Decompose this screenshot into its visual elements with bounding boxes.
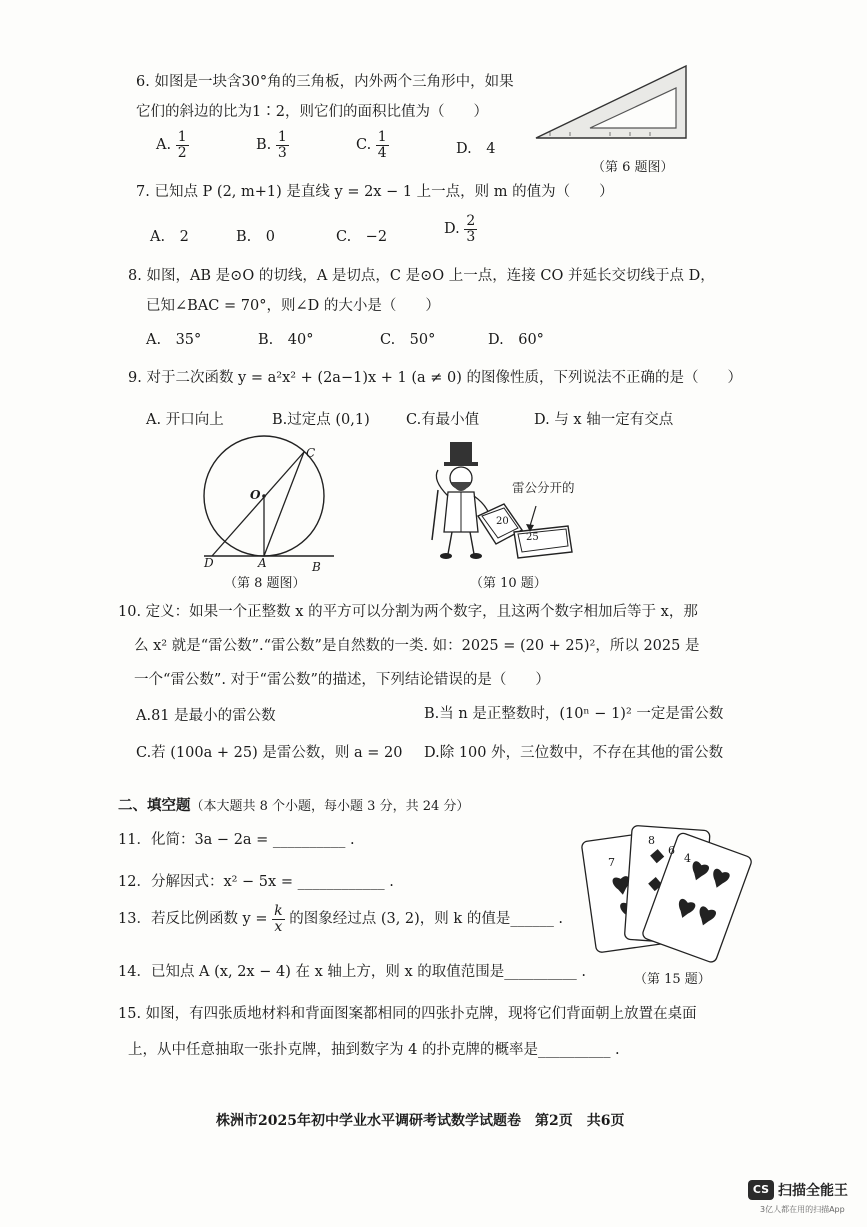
fig8-label-o: O	[250, 488, 261, 502]
fig10-box2-number: 25	[526, 532, 539, 543]
q15-line2: 上，从中任意抽取一张扑克牌，抽到数字为 4 的扑克牌的概率是__________ .	[128, 1042, 620, 1058]
q12-text: 12．分解因式：x² − 5x = ____________ .	[118, 874, 394, 890]
section-note: （本大题共 8 个小题，每小题 3 分，共 24 分）	[190, 799, 470, 814]
camscanner-logo-icon: CS	[748, 1180, 774, 1200]
set-square-figure	[530, 62, 692, 142]
q13-text: 13．若反比例函数 y = $\frac{k}{x}$ 的图象经过点 (3, 2)，则 k 的值是______ .	[118, 903, 564, 935]
q10-option-c: C.若 (100a + 25) 是雷公数，则 a = 20	[136, 745, 403, 761]
q9-option-d: D. 与 x 轴一定有交点	[534, 412, 674, 428]
fig8-label-b: B	[312, 560, 321, 574]
q6-option-a: A. $\frac{1}{2}$	[156, 129, 187, 161]
q7-option-d: D. $\frac{2}{3}$	[444, 213, 476, 245]
fig8-label-d: D	[204, 556, 214, 570]
section-title: 二、填空题	[118, 797, 191, 814]
camscanner-subtitle: 3亿人都在用的扫描App	[760, 1205, 845, 1214]
q8-line1: 8. 如图，AB 是⊙O 的切线，A 是切点，C 是⊙O 上一点，连接 CO 并延长交切线于点 D，	[128, 268, 715, 284]
q15-caption: （第 15 题）	[634, 972, 711, 987]
fig8-label-c: C	[306, 446, 316, 460]
circle-tangent-figure	[198, 438, 338, 572]
fig8-label-a: A	[258, 556, 267, 570]
fig10-box1-number: 20	[496, 516, 509, 527]
fig10-speech-label: 雷公分开的	[512, 480, 575, 495]
q8-option-a: A. 35°	[146, 332, 202, 348]
q8-option-d: D. 60°	[488, 332, 544, 348]
q6-line2: 它们的斜边的比为1∶2，则它们的面积比值为（ ）	[136, 104, 488, 120]
q11-text: 11．化简：3a − 2a = __________ .	[118, 832, 355, 848]
q6-caption: （第 6 题图）	[592, 160, 674, 175]
q15-line1: 15. 如图，有四张质地材料和背面图案都相同的四张扑克牌，现将它们背面朝上放置在桌面	[118, 1006, 697, 1022]
q9-text: 9. 对于二次函数 y = a²x² + (2a−1)x + 1 (a ≠ 0) 的图像性质，下列说法不正确的是（ ）	[128, 370, 743, 386]
q6-option-c: C. $\frac{1}{4}$	[356, 129, 387, 161]
q8-line2: 已知∠BAC = 70°，则∠D 的大小是（ ）	[146, 298, 440, 314]
section-header	[118, 794, 469, 815]
page-footer: 株洲市2025年初中学业水平调研考试数学试题卷 第2页 共6页	[216, 1113, 625, 1129]
q7-option-a: A. 2	[150, 229, 189, 245]
q6-line1: 6. 如图是一块含30°角的三角板，内外两个三角形中，如果	[136, 74, 514, 90]
q10-option-a: A.81 是最小的雷公数	[136, 708, 276, 724]
q7-option-c: C. −2	[336, 229, 388, 245]
q8-option-b: B. 40°	[258, 332, 314, 348]
card-value-3: 6	[668, 844, 675, 857]
playing-cards-figure	[578, 818, 748, 966]
q10-option-d: D.除 100 外，三位数中，不存在其他的雷公数	[424, 745, 724, 761]
q10-line2: 么 x² 就是“雷公数”.“雷公数”是自然数的一类. 如：2025 = (20 + 25)²，所以 2025 是	[134, 638, 700, 654]
q10-caption: （第 10 题）	[470, 576, 547, 591]
camscanner-title: 扫描全能王	[778, 1183, 848, 1199]
q9-option-a: A. 开口向上	[146, 412, 224, 428]
q7-option-b: B. 0	[236, 229, 275, 245]
q8-caption: （第 8 题图）	[224, 576, 306, 591]
q8-option-c: C. 50°	[380, 332, 436, 348]
q9-option-b: B.过定点 (0,1)	[272, 412, 370, 428]
q14-text: 14．已知点 A (x, 2x − 4) 在 x 轴上方，则 x 的取值范围是__________ .	[118, 964, 586, 980]
q9-option-c: C.有最小值	[406, 412, 480, 428]
card-value-1: 7	[608, 856, 615, 869]
card-value-4: 4	[684, 852, 691, 865]
q10-line1: 10. 定义：如果一个正整数 x 的平方可以分割为两个数字，且这两个数字相加后等于 x，那	[118, 604, 698, 620]
q10-option-b: B.当 n 是正整数时，(10ⁿ − 1)² 一定是雷公数	[424, 706, 724, 722]
q10-line3: 一个“雷公数”. 对于“雷公数”的描述，下列结论错误的是（ ）	[134, 672, 550, 688]
q6-option-b: B. $\frac{1}{3}$	[256, 129, 287, 161]
card-value-2: 8	[648, 834, 655, 847]
q6-option-d: D. 4	[456, 141, 496, 157]
q7-text: 7. 已知点 P (2, m+1) 是直线 y = 2x − 1 上一点，则 m 的值为（ ）	[136, 184, 614, 200]
lei-gong-cartoon-figure	[418, 440, 588, 564]
